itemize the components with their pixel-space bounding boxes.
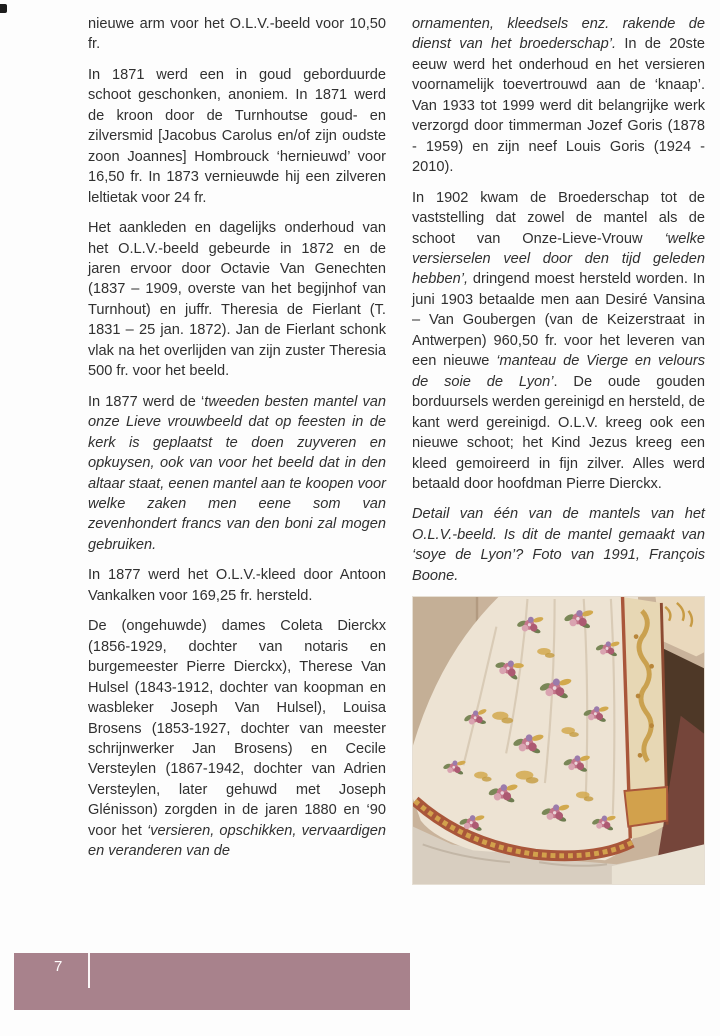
mantle-photo-illustration	[413, 597, 704, 884]
text-run: . De oude gouden borduursels werden gereinigd en hersteld, de kant werd gereinigd. O.L.V. kreeg ook een nieuwe schoot; het Kind Jezus kreeg een kleed gemoireerd in fijn zilver. Alles werd betaald door hoofdman Pierre Dierckx.	[412, 373, 705, 492]
paragraph	[412, 14, 705, 178]
italic-text-run: Detail van één van de mantels van het O.L.V.-beeld. Is dit de mantel gemaakt van ‘soye de Lyon’? Foto van 1991, François Boone.	[412, 506, 705, 584]
left-text-column	[88, 14, 386, 872]
paragraph	[88, 392, 386, 556]
italic-text-run: ‘welke versierselen veel door den tijd geleden hebben’,	[412, 230, 705, 288]
mantle-photo	[412, 596, 705, 885]
page-number: 7	[54, 958, 63, 975]
text-run: In de 20ste eeuw werd het onderhoud en het versieren voornamelijk toevertrouwd aan de ‘knaap’. Van 1933 tot 1999 werd dit belangrijke werk verzorgd door timmerman Jozef Goris (1878 - 1959) en zijn neef Louis Goris (1924 - 2010).	[412, 36, 705, 176]
italic-text-run: tweeden besten mantel van onze Lieve vrouwbeeld dat op feesten in de kerk is geplaatst te doen zuyveren en opkuysen, ook van voor het beeld dat in den altaar staat, eenen mantel aan te koopen voor welke zaken men eene som van zevenhondert francs van den boni zal mogen gebruiken.	[88, 393, 386, 553]
paragraph	[88, 218, 386, 382]
italic-text-run: ‘versieren, opschikken, vervaardigen en veranderen van de	[88, 822, 386, 860]
italic-text-run: ‘manteau de Vierge en velours de soie de Lyon’	[412, 353, 705, 390]
right-column-paragraphs	[412, 14, 705, 586]
paragraph	[88, 616, 386, 861]
text-run: In 1877 werd de ‘	[88, 393, 205, 410]
text-run: In 1871 werd een in goud geborduurde schoot geschonken, anoniem. In 1871 werd de kroon door de Turnhoutse goud- en zilversmid [Jacobus Carolus en/of zijn oudste zoon Joannes] Hombrouck ‘hernieuwd’ voor 16,50 fr. In 1873 vernieuwde hij een zilveren leltietak voor 24 fr.	[88, 66, 386, 206]
text-run: nieuwe arm voor het O.L.V.-beeld voor 10,50 fr.	[88, 16, 386, 53]
text-run: De (ongehuwde) dames Coleta Dierckx (1856-1929, dochter van notaris en burgemeester Pierre Dierckx), Therese Van Hulsel (1843-1912, dochter van koopman en wasbleker Joseph Van Hulsel), Louisa Brosens (1853-1927, dochter van meester schrijnwerker Jan Brosens) en Cecile Versteylen (1867-1942, dochter van Adrien Versteylen, later gehuwd met Joseph Glénisson) zorgden in de jaren 1880 en ‘90 voor het	[88, 618, 386, 839]
paragraph	[88, 14, 386, 55]
italic-text-run: ornamenten, kleedsels enz. rakende de dienst van het broederschap’.	[412, 16, 705, 53]
paragraph	[88, 565, 386, 606]
paragraph	[412, 504, 705, 586]
scan-artifact	[0, 4, 7, 13]
text-run: dringend moest hersteld worden. In juni 1903 betaalde men aan Desiré Vansina – Van Goubergen (van de Keizerstraat in Antwerpen) 960,50 fr. voor het leveren van een nieuwe	[412, 271, 705, 370]
paragraph	[412, 188, 705, 495]
text-run: Het aankleden en dagelijks onderhoud van het O.L.V.-beeld gebeurde in 1872 en de jaren ervoor door Octavie Van Genechten (1837 – 1909, overste van het begijnhof van Turnhout) en juffr. Theresia de Fierlant (T. 1831 – 25 jan. 1872). Jan de Fierlant schonk vlak na het overlijden van zijn zuster Theresia 500 fr. voor het beeld.	[88, 220, 386, 380]
footer-band	[14, 953, 410, 1010]
footer-divider-line	[88, 953, 90, 988]
text-run: In 1877 werd het O.L.V.-kleed door Antoon Vankalken voor 169,25 fr. hersteld.	[88, 567, 386, 604]
paragraph	[88, 65, 386, 208]
text-run: In 1902 kwam de Broederschap tot de vaststelling dat zowel de mantel als de schoot van Onze-Lieve-Vrouw	[412, 189, 705, 247]
right-text-column	[412, 14, 705, 885]
